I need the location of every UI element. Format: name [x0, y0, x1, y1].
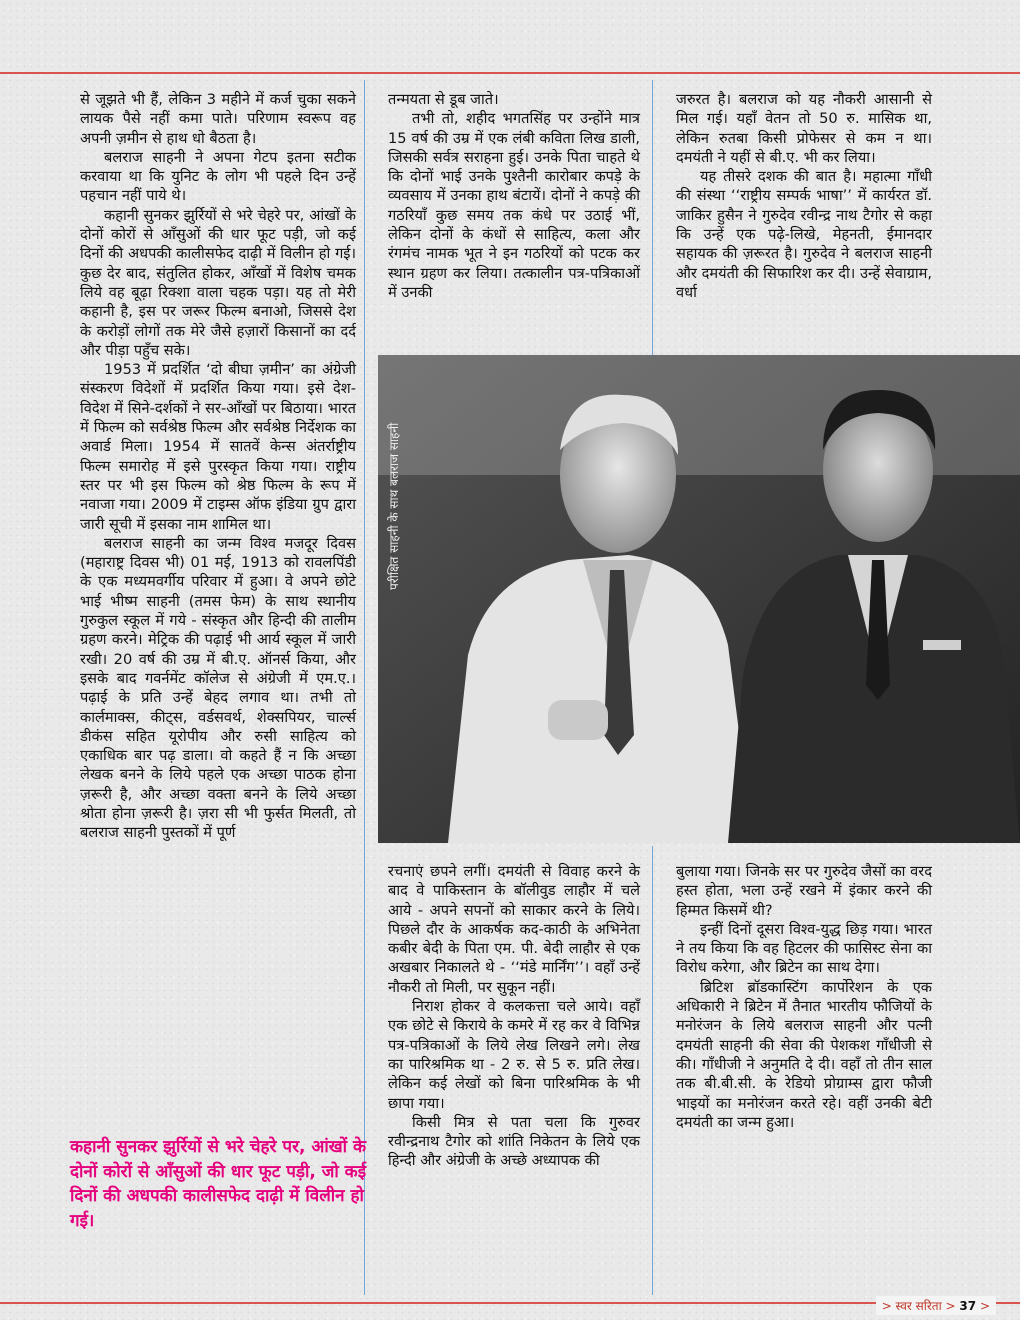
paragraph: रचनाएं छपने लगीं। दमयंती से विवाह करने के बाद वे पाकिस्तान के बॉलीवुड लाहौर में चले आये - अपने सपनों को साकार करने के लिये। पिछले दौर के आकर्षक कद-काठी के अभिनेता कबीर बेदी के पिता एम. पी. बेदी लाहौर से एक अखबार निकालते थे - ‘‘मंडे मार्निंग’’। वहाँ उन्हें नौकरी तो मिली, पर सुकून नहीं। — [388, 863, 640, 996]
column-divider-1 — [364, 80, 365, 1295]
photo-caption: परीक्षित साहनी के साथ बलराज साहनी — [387, 422, 401, 590]
column-middle-top — [388, 90, 640, 302]
column-divider-2 — [652, 80, 653, 355]
paragraph: किसी मित्र से पता चला कि गुरुवर रवीन्द्रनाथ टैगोर को शांति निकेतन के लिये एक हिन्दी और अंग्रेजी के अच्छे अध्यापक की — [388, 1113, 640, 1170]
photo-illustration — [378, 355, 1020, 843]
paragraph: 1953 में प्रदर्शित ‘दो बीघा ज़मीन’ का अंग्रेजी संस्करण विदेशों में प्रदर्शित किया गया। इसे देश-विदेश में सिने-दर्शकों ने सर-आँखों पर बिठाया। भारत में फिल्म को सर्वश्रेष्ठ फिल्म और सर्वश्रेष्ठ निर्देशक का अवार्ड मिला। 1954 में सातवें केन्स अंतर्राष्ट्रीय फिल्म समारोह में इसे पुरस्कृत किया गया। राष्ट्रीय स्तर पर भी इस फिल्म को श्रेष्ठ फिल्म के रूप में नवाजा गया। 2009 में टाइम्स ऑफ इंडिया ग्रुप द्वारा जारी सूची में इसका नाम शामिल था। — [80, 361, 356, 533]
paragraph: बलराज साहनी ने अपना गेटप इतना सटीक करवाया था कि युनिट के लोग भी पहले दिन उन्हें पहचान नहीं पाये थे। — [80, 148, 356, 205]
bottom-rule — [0, 1302, 1020, 1304]
photo — [378, 355, 1020, 843]
top-rule — [0, 72, 1020, 74]
column-right-top — [676, 90, 932, 302]
paragraph: जरुरत है। बलराज को यह नौकरी आसानी से मिल गई। यहाँ वेतन तो 50 रु. मासिक था, लेकिन रुतबा किसी प्रोफेसर से कम न था। दमयंती ने यहीं से बी.ए. भी कर लिया। — [676, 91, 932, 166]
column-right-bottom — [676, 862, 932, 1132]
paragraph: निराश होकर वे कलकत्ता चले आये। वहाँ एक छोटे से किराये के कमरे में रह कर वे विभिन्न पत्र-पत्रिकाओं के लिये लेख लिखने लगे। लेख का पारिश्रमिक था - 2 रु. से 5 रु. प्रति लेख। लेकिन कई लेखों को बिना पारिश्रमिक के भी छापा गया। — [388, 998, 640, 1112]
pull-quote: कहानी सुनकर झुर्रियों से भरे चेहरे पर, आंखों के दोनों कोरों से आँसुओं की धार फूट पड़ी, जो कई दिनों की अधपकी कालीसफेद दाढ़ी में विलीन हो गई। — [70, 1137, 367, 1231]
paragraph: तन्मयता से डूब जाते। — [388, 91, 499, 108]
footer-arrow: > — [979, 1299, 990, 1313]
paragraph: तभी तो, शहीद भगतसिंह पर उन्होंने मात्र 15 वर्ष की उम्र में एक लंबी कविता लिख डाली, जिसकी सर्वत्र सराहना हुई। उनके पिता चाहते थे कि दोनों भाई उनके पुश्तैनी कारोबार कपड़े के व्यवसाय में उनका हाथ बंटायें। दोनों ने कपड़े की गठरियाँ कुछ समय तक कंधे पर उठाई भीं, लेकिन दोनों के कंधों से साहित्य, कला और रंगमंच नामक भूत ने इन गठरियों को पटक कर स्थान ग्रहण कर लिया। तत्कालीन पत्र-पत्रिकाओं में उनकी — [388, 110, 640, 301]
column-left — [80, 90, 356, 843]
column-middle-bottom — [388, 862, 640, 1171]
paragraph: कहानी सुनकर झुर्रियों से भरे चेहरे पर, आंखों के दोनों कोरों से आँसुओं की धार फूट पड़ी, जो कई दिनों की अधपकी कालीसफेद दाढ़ी में विलीन हो गई। कुछ देर बाद, संतुलित होकर, आँखों में विशेष चमक लिये वह बूढ़ा रिक्शा वाला चहक पड़ा। यह तो मेरी कहानी है, इस पर जरूर फिल्म बनाओ, जिससे देश के करोड़ों लोगों तक मेरे जैसे हज़ारों किसानों का दर्द और पीड़ा पहुँच सके। — [80, 206, 356, 359]
page-footer — [876, 1296, 996, 1315]
paragraph: से जूझते भी हैं, लेकिन 3 महीने में कर्ज चुका सकने लायक पैसे नहीं कमा पाते। परिणाम स्वरूप वह अपनी ज़मीन से हाथ धो बैठता है। — [80, 91, 356, 147]
magazine-name: > स्वर सरिता > — [881, 1299, 956, 1313]
paragraph: इन्हीं दिनों दूसरा विश्व-युद्ध छिड़ गया। भारत ने तय किया कि वह हिटलर की फासिस्ट सेना का विरोध करेगा, और ब्रिटेन का साथ देगा। — [676, 920, 932, 977]
column-divider-2-lower — [652, 846, 653, 1295]
paragraph: बलराज साहनी का जन्म विश्व मजदूर दिवस (महाराष्ट्र दिवस भी) 01 मई, 1913 को रावलपिंडी के एक मध्यमवर्गीय परिवार में हुआ। वे अपने छोटे भाई भीष्म साहनी (तमस फेम) के साथ स्थानीय गुरुकुल स्कूल में गये - संस्कृत और हिन्दी की तालीम ग्रहण करने। मेट्रिक की पढ़ाई भी आर्य स्कूल में जारी रखी। 20 वर्ष की उम्र में बी.ए. ऑनर्स किया, और इसके बाद गवर्नमेंट कॉलेज से अंग्रेजी में एम.ए.। पढ़ाई के प्रति उन्हें बेहद लगाव था। तभी तो कार्लमाक्स, कीट्स, वर्डसवर्थ, शेक्सपियर, चार्ल्स डीकंस सहित यूरोपीय और रुसी साहित्य को एकाधिक बार पढ़ डाला। वो कहते हैं न कि अच्छा लेखक बनने के लिये पहले एक अच्छा पाठक होना ज़रूरी है, और अच्छा वक्ता बनने के लिये अच्छा श्रोता होना ज़रूरी है। ज़रा सी भी फुर्सत मिलती, तो बलराज साहनी पुस्तकों में पूर्ण — [80, 534, 356, 842]
paragraph: बुलाया गया। जिनके सर पर गुरुदेव जैसों का वरद हस्त होता, भला उन्हें रखने में इंकार करने की हिम्मत किसमें थी? — [676, 863, 932, 919]
page-number: 37 — [959, 1299, 977, 1313]
paragraph: यह तीसरे दशक की बात है। महात्मा गाँधी की संस्था ‘‘राष्ट्रीय सम्पर्क भाषा’’ में कार्यरत डॉ. जाकिर हुसैन ने गुरुदेव रवीन्द्र नाथ टैगोर से कहा कि उन्हें एक पढ़े-लिखे, मेहनती, ईमानदार सहायक की ज़रूरत है। गुरुदेव ने बलराज साहनी और दमयंती की सिफारिश कर दी। उन्हें सेवाग्राम, वर्धा — [676, 168, 932, 301]
paragraph: ब्रिटिश ब्रॉडकास्टिंग कार्पोरेशन के एक अधिकारी ने ब्रिटेन में तैनात भारतीय फौजियों के मनोरंजन के लिये बलराज साहनी और पत्नी दमयंती साहनी की सेवा की पेशकश गाँधीजी से की। गाँधीजी ने अनुमति दे दी। वहाँ तो तीन साल तक बी.बी.सी. के रेडियो प्रोग्राम्स द्वारा फौजी भाइयों का मनोरंजन करते रहे। वहीं उनकी बेटी दमयंती का जन्म हुआ। — [676, 978, 932, 1131]
